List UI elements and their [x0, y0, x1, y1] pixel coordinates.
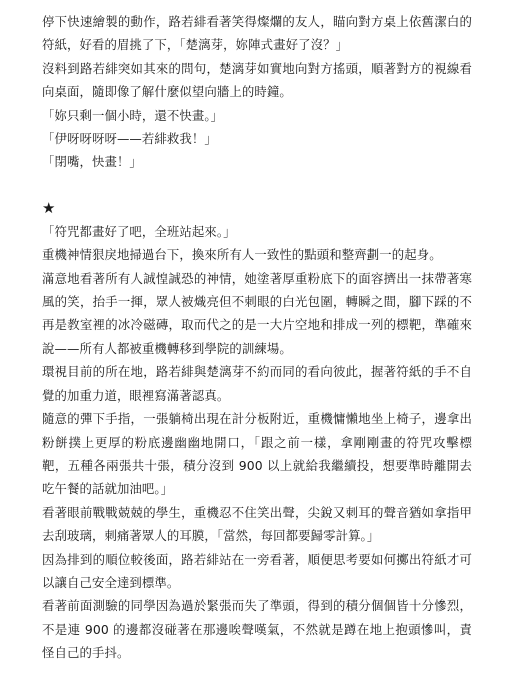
- paragraph: 因為排到的順位較後面，路若緋站在一旁看著，順便思考要如何擲出符紙才可以讓自己安全達到標準。: [42, 551, 472, 590]
- paragraph: 環視目前的所在地，路若緋與楚漓芽不約而同的看向彼此，握著符紙的手不自覺的加重力道，眼裡寫滿著認真。: [42, 364, 472, 403]
- paragraph: 滿意地看著所有人誠惶誠恐的神情，她塗著厚重粉底下的面容擠出一抹帶著寒風的笑，抬手一揮，眾人被熾亮但不刺眼的白光包圍，轉瞬之間，腳下踩的不再是教室裡的冰冷磁磚，取而代之的是一大片空地和排成一列的標靶，準確來說——所有人都被重機轉移到學院的訓練場。: [42, 270, 472, 356]
- dialogue-line: 「閉嘴，快畫！」: [42, 154, 142, 170]
- section-gap: [42, 174, 472, 197]
- paragraph: 看著眼前戰戰兢兢的學生，重機忍不住笑出聲，尖銳又刺耳的聲音猶如拿指甲去刮玻璃，刺痛著眾人的耳膜，「當然，每回都要歸零計算。」: [42, 504, 472, 544]
- dialogue-line: 「符咒都畫好了吧，全班站起來。」: [42, 223, 236, 239]
- document-page: [42, 10, 472, 665]
- dialogue-line: 「妳只剩一個小時，還不快畫。」: [42, 107, 224, 123]
- paragraph: 沒料到路若緋突如其來的問句，楚漓芽如實地向對方搖頭，順著對方的視線看向桌面，隨即像了解什麼似望向牆上的時鐘。: [42, 60, 472, 100]
- paragraph: 看著前面測驗的同學因為過於緊張而失了準頭，得到的積分個個皆十分慘烈，不是連 900 的邊都沒碰著在那邊唉聲嘆氣，不然就是蹲在地上抱頭慘叫，責怪自己的手抖。: [42, 598, 472, 661]
- dialogue-line: 「伊呀呀呀呀——若緋救我！」: [42, 131, 217, 147]
- section-star-marker: ★: [42, 198, 56, 217]
- paragraph: 隨意的彈下手指，一張躺椅出現在計分板附近，重機慵懶地坐上椅子，邊拿出粉餅撲上更厚的粉底邊幽幽地開口，「跟之前一樣，拿剛剛畫的符咒攻擊標靶，五種各兩張共十張，積分沒到 900 以上就給我繼續投，想要準時離開去吃午餐的話就加油吧。」: [42, 411, 472, 497]
- paragraph: 重機神情狠戾地掃過台下，換來所有人一致性的點頭和整齊劃一的起身。: [42, 247, 442, 263]
- paragraph: 停下快速繪製的動作，路若緋看著笑得燦爛的友人，瞄向對方桌上依舊潔白的符紙，好看的眉挑了下，「楚漓芽，妳陣式畫好了沒？」: [42, 14, 472, 53]
